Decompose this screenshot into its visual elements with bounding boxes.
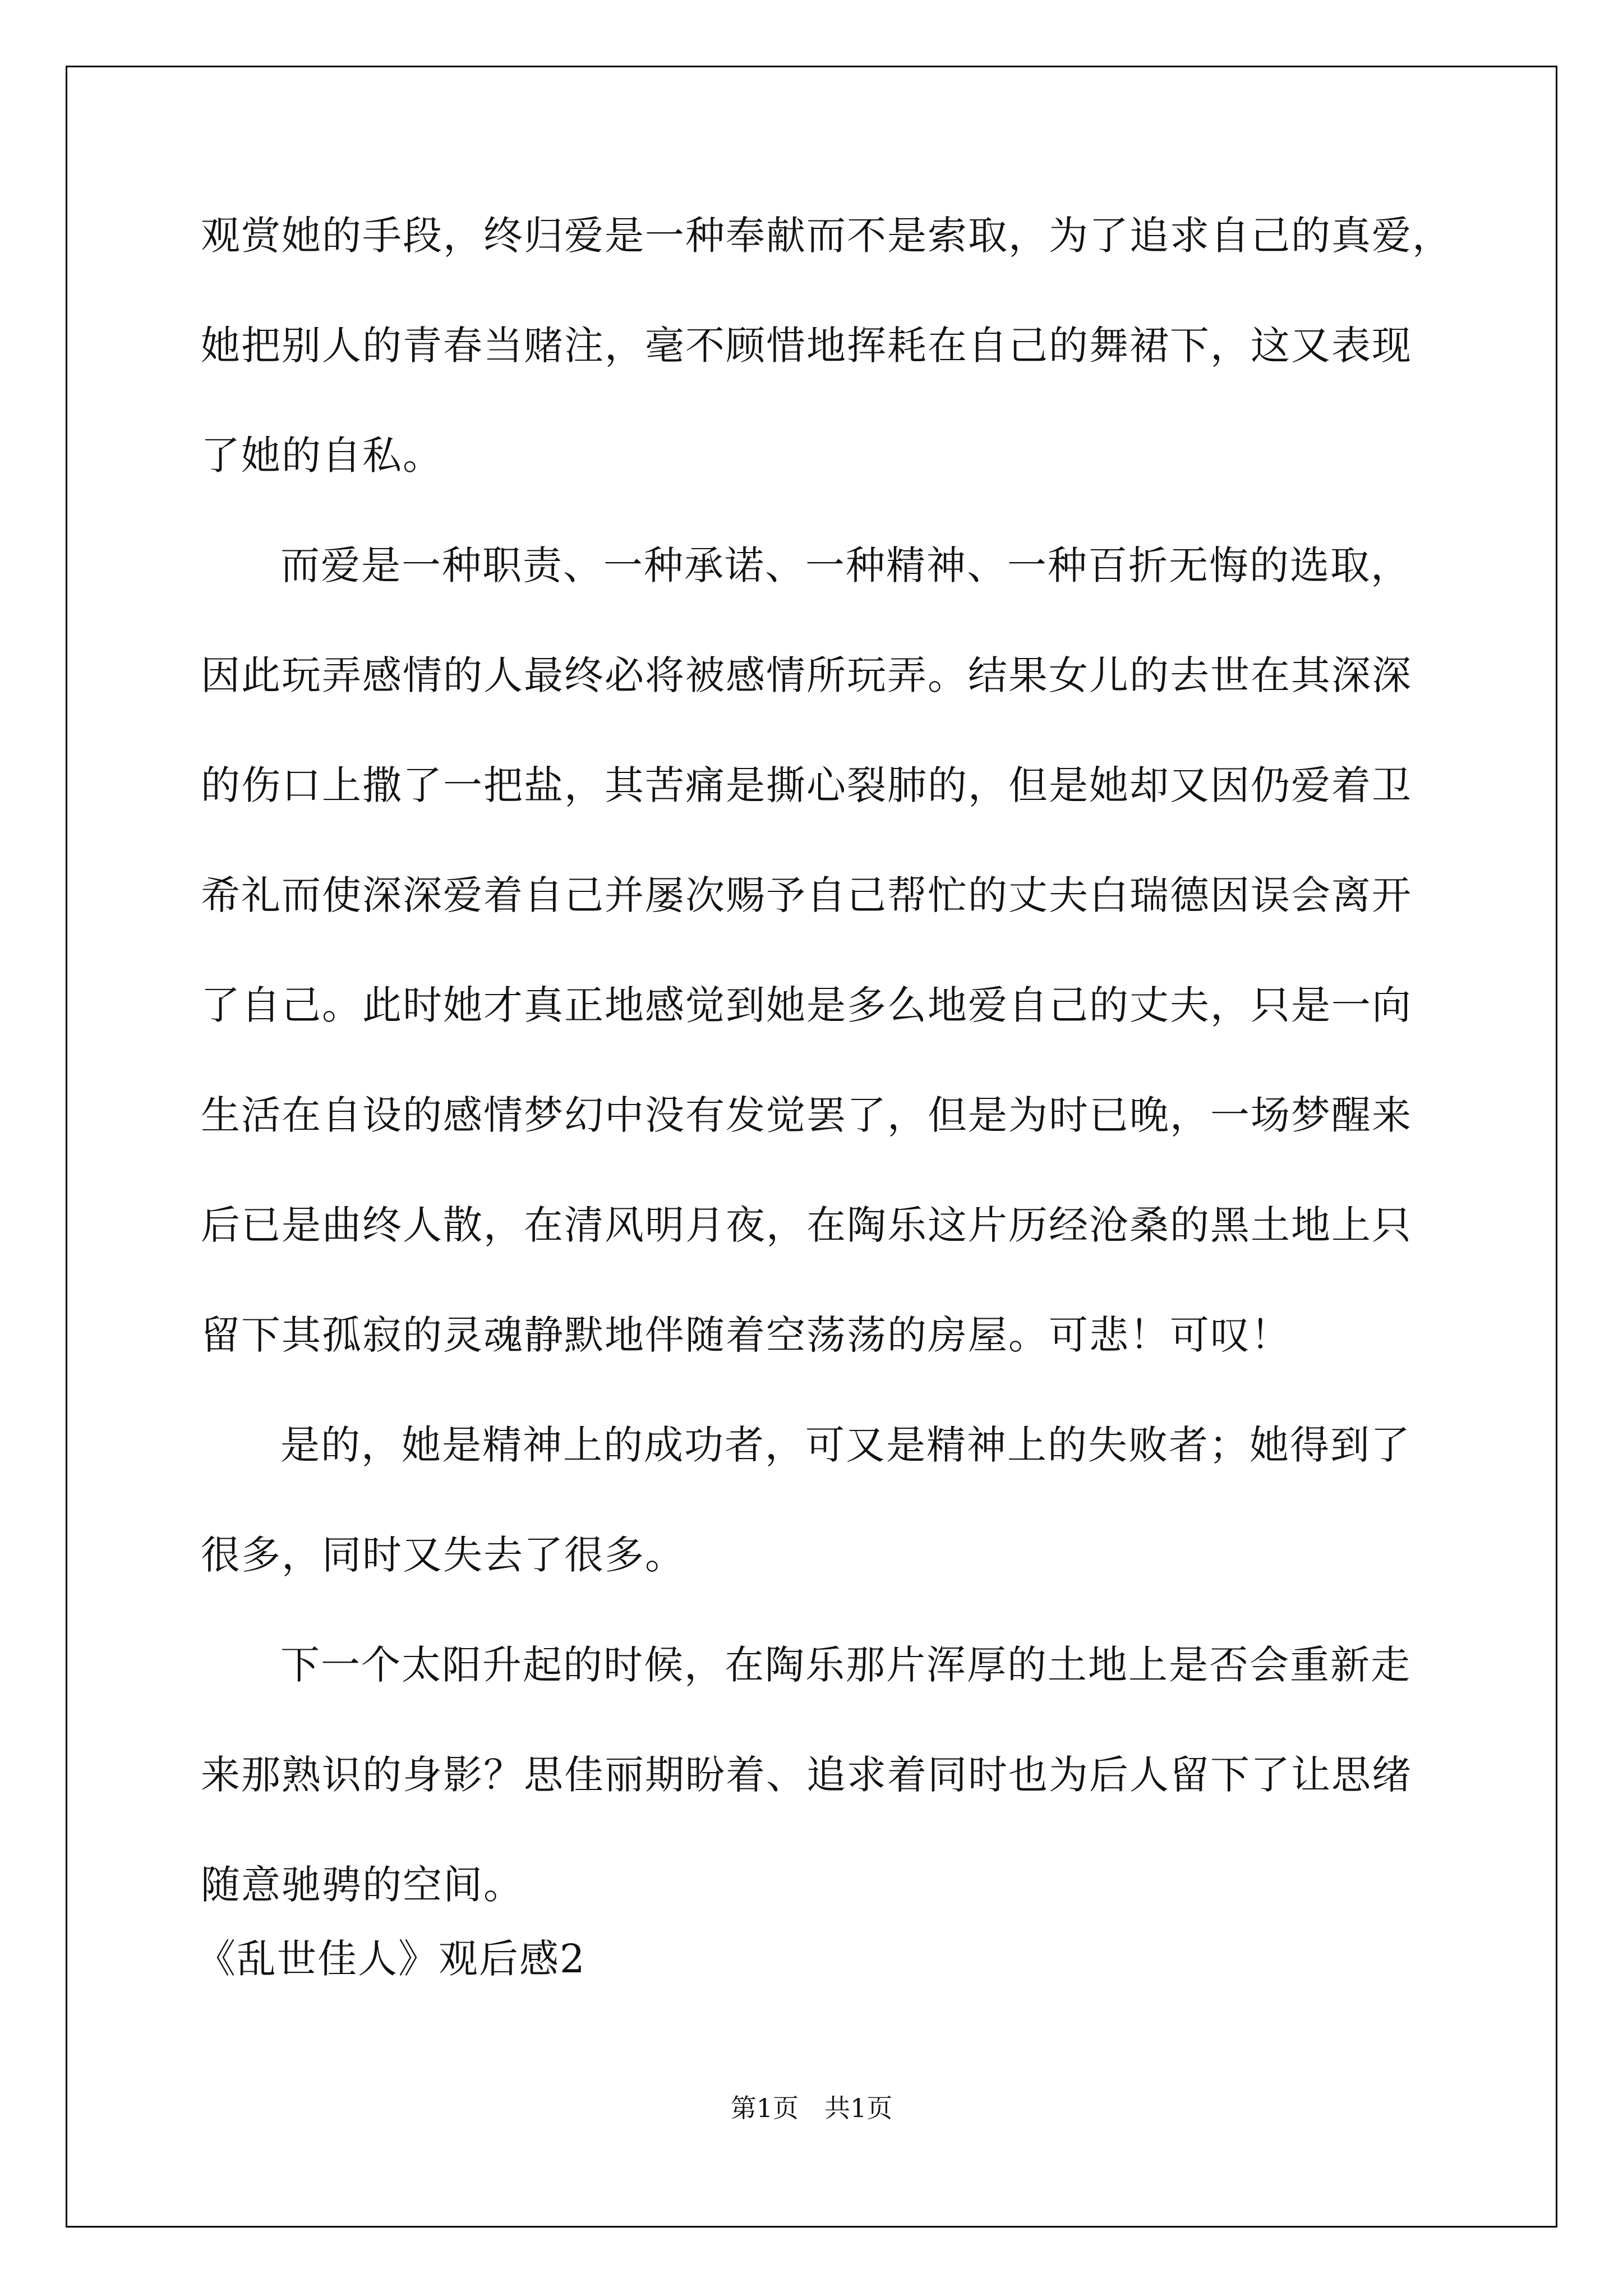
paragraph-start-line: 是的，她是精神上的成功者，可又是精神上的失败者；她得到了 — [280, 1422, 1411, 1468]
text-line: 她把别人的青春当赌注，毫不顾惜地挥耗在自己的舞裙下，这又表现 — [201, 323, 1412, 369]
text-line: 了她的自私。 — [201, 432, 443, 478]
text-line: 生活在自设的感情梦幻中没有发觉罢了，但是为时已晚，一场梦醒来 — [201, 1092, 1412, 1138]
text-line: 来那熟识的身影？思佳丽期盼着、追求着同时也为后人留下了让思绪 — [201, 1752, 1412, 1798]
text-line: 观赏她的手段，终归爱是一种奉献而不是索取，为了追求自己的真爱， — [201, 213, 1453, 259]
text-line: 希礼而使深深爱着自己并屡次赐予自己帮忙的丈夫白瑞德因误会离开 — [201, 872, 1412, 918]
text-line: 了自己。此时她才真正地感觉到她是多么地爱自己的丈夫，只是一向 — [201, 982, 1412, 1028]
text-line: 留下其孤寂的灵魂静默地伴随着空荡荡的房屋。可悲！可叹！ — [201, 1312, 1291, 1358]
paragraph-start-line: 下一个太阳升起的时候，在陶乐那片浑厚的土地上是否会重新走 — [280, 1642, 1411, 1688]
paragraph-start-line: 而爱是一种职责、一种承诺、一种精神、一种百折无悔的选取， — [280, 542, 1411, 588]
text-line: 后已是曲终人散，在清风明月夜，在陶乐这片历经沧桑的黑土地上只 — [201, 1202, 1412, 1248]
text-line: 因此玩弄感情的人最终必将被感情所玩弄。结果女儿的去世在其深深 — [201, 652, 1412, 698]
section-heading: 《乱世佳人》观后感2 — [196, 1936, 586, 1982]
text-line: 很多，同时又失去了很多。 — [201, 1532, 685, 1578]
text-line: 随意驰骋的空间。 — [201, 1862, 524, 1908]
page-number-footer: 第1页 共1页 — [730, 2093, 893, 2123]
text-line: 的伤口上撒了一把盐，其苦痛是撕心裂肺的，但是她却又因仍爱着卫 — [201, 762, 1412, 808]
document-body — [201, 203, 1463, 1962]
